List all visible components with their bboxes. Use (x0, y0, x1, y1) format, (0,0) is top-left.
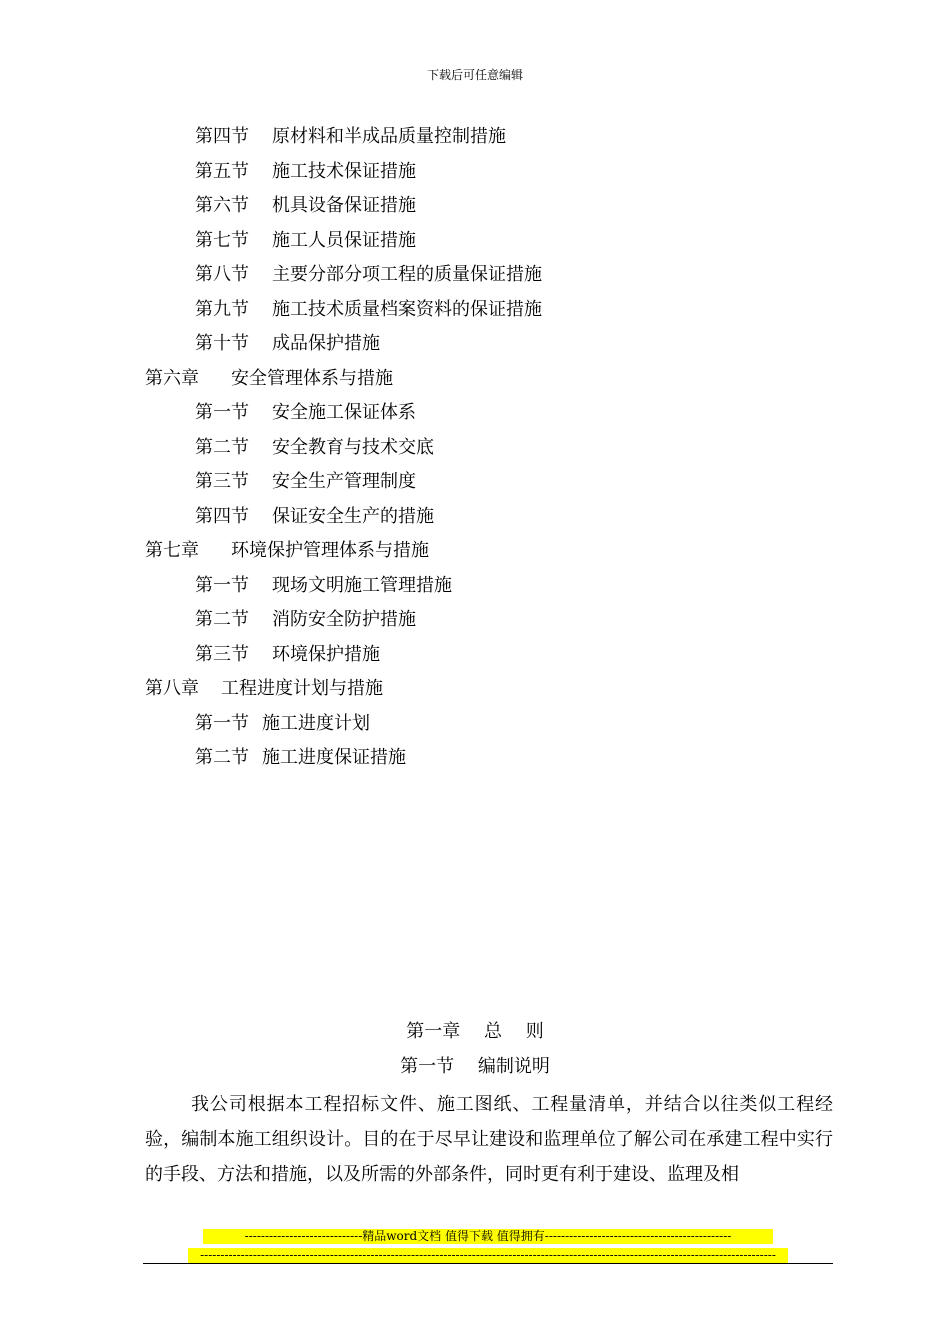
toc-title: 施工进度保证措施 (262, 747, 406, 768)
toc-title: 环境保护管理体系与措施 (231, 540, 429, 561)
toc-number: 第一节 (195, 402, 249, 423)
footer-line-1: -----------------------------精品word文档 值得下载 值得拥有---------------------------------------------- (203, 1229, 773, 1244)
toc-title: 工程进度计划与措施 (221, 678, 383, 699)
section-heading: 第一节 编制说明 (400, 1056, 550, 1077)
toc-number: 第七节 (195, 229, 249, 251)
toc-title: 施工技术质量档案资料的保证措施 (272, 298, 542, 320)
toc-number: 第八节 (195, 264, 249, 285)
toc-title: 安全管理体系与措施 (231, 367, 393, 389)
toc-title: 安全施工保证体系 (272, 402, 416, 423)
toc-number: 第二节 (195, 609, 249, 630)
body-paragraph: 我公司根据本工程招标文件、施工图纸、工程量清单，并结合以往类似工程经验，编制本施工组织设计。目的在于尽早让建设和监理单位了解公司在承建工程中实行的手段、方法和措施，以及所需的外部条件，同时更有利于建设、监理及相 (145, 1094, 833, 1185)
footer-line-2: ---------------------------------------------------------------------------------------------------------------------------------------------- (188, 1248, 788, 1263)
toc-title: 机具设备保证措施 (272, 195, 416, 216)
toc-number: 第六节 (195, 195, 249, 216)
toc-number: 第七章 (145, 540, 199, 561)
toc-number: 第一节 (195, 712, 249, 734)
toc-number: 第三节 (195, 471, 249, 492)
toc-title: 原材料和半成品质量控制措施 (272, 126, 506, 147)
toc-number: 第六章 (145, 367, 199, 389)
toc-title: 成品保护措施 (272, 333, 380, 354)
toc-number: 第十节 (195, 333, 249, 354)
toc-number: 第八章 (145, 678, 199, 699)
toc-number: 第九节 (195, 298, 249, 320)
toc-title: 消防安全防护措施 (272, 609, 416, 630)
toc-title: 主要分部分项工程的质量保证措施 (272, 264, 542, 285)
toc-number: 第二节 (195, 436, 249, 458)
toc-title: 施工技术保证措施 (272, 160, 416, 182)
toc-title: 施工人员保证措施 (272, 229, 416, 251)
toc-title: 现场文明施工管理措施 (272, 574, 452, 596)
toc-number: 第四节 (195, 126, 249, 147)
toc-title: 安全教育与技术交底 (272, 436, 434, 458)
toc-title: 保证安全生产的措施 (272, 505, 434, 527)
toc-title: 施工进度计划 (262, 712, 370, 734)
toc-number: 第四节 (195, 505, 249, 527)
toc-number: 第一节 (195, 574, 249, 596)
footer-watermark (188, 1229, 788, 1267)
toc-number: 第五节 (195, 160, 249, 182)
toc-number: 第二节 (195, 747, 249, 768)
toc-title: 环境保护措施 (272, 643, 380, 665)
footer-rule (143, 1263, 833, 1264)
chapter-heading: 第一章 总 则 (406, 1021, 544, 1042)
header-note: 下载后可任意编辑 (426, 68, 523, 82)
toc-number: 第三节 (195, 643, 249, 665)
toc-title: 安全生产管理制度 (272, 471, 416, 492)
